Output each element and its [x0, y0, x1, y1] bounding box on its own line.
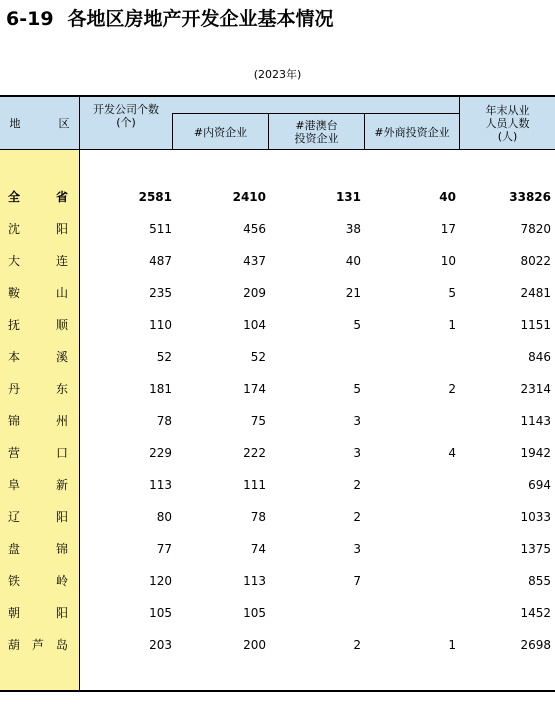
region-name: 营 口: [8, 446, 68, 460]
domestic-cell: 111: [243, 478, 266, 492]
staff-cell: 2481: [520, 286, 551, 300]
table-row: [0, 507, 555, 527]
staff-cell: 1151: [520, 318, 551, 332]
companies-cell: 511: [149, 222, 172, 236]
region-name: 阜 新: [8, 478, 68, 492]
header-region-char-2: 区: [58, 116, 70, 130]
hmt-cell: 38: [345, 222, 361, 236]
region-name: 全 省: [8, 190, 68, 204]
companies-cell: 105: [149, 606, 172, 620]
domestic-cell: 200: [243, 638, 266, 652]
region-name: 盘 锦: [8, 542, 68, 556]
foreign-cell: 1: [448, 638, 456, 652]
companies-cell: 235: [149, 286, 172, 300]
table-row: [0, 635, 555, 655]
region-name: 锦 州: [8, 414, 68, 428]
header-region-char-1: 地: [9, 116, 21, 130]
region-name: 抚 顺: [8, 318, 68, 332]
domestic-cell: 74: [250, 542, 266, 556]
hmt-cell: 3: [353, 542, 361, 556]
hmt-cell: 131: [335, 190, 361, 204]
year-label: (2023年): [253, 68, 302, 81]
staff-cell: 2698: [520, 638, 551, 652]
region-name: 葫 芦 岛: [8, 638, 68, 652]
companies-cell: 203: [149, 638, 172, 652]
foreign-cell: 4: [448, 446, 456, 460]
table-row: [0, 475, 555, 495]
companies-cell: 229: [149, 446, 172, 460]
domestic-cell: 174: [243, 382, 266, 396]
staff-cell: 1033: [520, 510, 551, 524]
domestic-cell: 222: [243, 446, 266, 460]
header-foreign: [365, 114, 459, 150]
staff-cell: 846: [528, 350, 551, 364]
domestic-cell: 2410: [232, 190, 266, 204]
header-staff-line3: (人): [497, 129, 518, 143]
hmt-cell: 2: [353, 478, 361, 492]
foreign-cell: 5: [448, 286, 456, 300]
foreign-cell: 10: [440, 254, 456, 268]
staff-cell: 7820: [520, 222, 551, 236]
foreign-cell: 1: [448, 318, 456, 332]
table-row: [0, 571, 555, 591]
region-name: 铁 岭: [8, 574, 68, 588]
hmt-cell: 21: [345, 286, 361, 300]
table-number: 6-19: [6, 8, 54, 30]
staff-cell: 2314: [520, 382, 551, 396]
companies-cell: 77: [156, 542, 172, 556]
domestic-cell: 113: [243, 574, 266, 588]
header-staff-line1: 年末从业: [485, 103, 530, 117]
region-name: 沈 阳: [8, 222, 68, 236]
companies-cell: 52: [156, 350, 172, 364]
companies-cell: 110: [149, 318, 172, 332]
hmt-cell: 5: [353, 382, 361, 396]
companies-cell: 2581: [138, 190, 172, 204]
header-staff-line2: 人员人数: [485, 116, 530, 130]
page-title: [6, 4, 334, 34]
table-row: [0, 603, 555, 623]
domestic-cell: 52: [250, 350, 266, 364]
table-row: [0, 443, 555, 463]
foreign-cell: 2: [448, 382, 456, 396]
table-title: 各地区房地产开发企业基本情况: [67, 8, 334, 30]
domestic-cell: 209: [243, 286, 266, 300]
region-name: 丹 东: [8, 382, 68, 396]
companies-cell: 487: [149, 254, 172, 268]
hmt-cell: 7: [353, 574, 361, 588]
bottom-rule: [0, 690, 555, 692]
hmt-cell: 40: [345, 254, 361, 268]
table-row: [0, 283, 555, 303]
region-name: 大 连: [8, 254, 68, 268]
header-companies: [80, 96, 172, 136]
hmt-cell: 2: [353, 638, 361, 652]
staff-cell: 855: [528, 574, 551, 588]
header-companies-line2: (个): [116, 116, 136, 129]
staff-cell: 1942: [520, 446, 551, 460]
table-row: [0, 347, 555, 367]
header-staff: [460, 96, 555, 150]
hmt-cell: 3: [353, 414, 361, 428]
table-row: [0, 379, 555, 399]
region-name: 辽 阳: [8, 510, 68, 524]
table-row: [0, 411, 555, 431]
domestic-cell: 75: [250, 414, 266, 428]
hmt-cell: 3: [353, 446, 361, 460]
header-hmt-line1: #港澳台: [295, 119, 338, 132]
header-region: [0, 96, 79, 150]
region-name: 鞍 山: [8, 286, 68, 300]
staff-cell: 1452: [520, 606, 551, 620]
domestic-cell: 78: [250, 510, 266, 524]
domestic-cell: 104: [243, 318, 266, 332]
staff-cell: 33826: [509, 190, 551, 204]
staff-cell: 1143: [520, 414, 551, 428]
table-row: [0, 251, 555, 271]
staff-cell: 1375: [520, 542, 551, 556]
header-domestic-label: #内资企业: [193, 125, 248, 139]
table-row: [0, 315, 555, 335]
companies-cell: 181: [149, 382, 172, 396]
domestic-cell: 456: [243, 222, 266, 236]
table-row: [0, 219, 555, 239]
region-name: 本 溪: [8, 350, 68, 364]
companies-cell: 113: [149, 478, 172, 492]
header-domestic: [173, 114, 268, 150]
header-companies-line1: 开发公司个数: [93, 103, 159, 116]
staff-cell: 8022: [520, 254, 551, 268]
foreign-cell: 17: [440, 222, 456, 236]
foreign-cell: 40: [439, 190, 456, 204]
companies-cell: 120: [149, 574, 172, 588]
companies-cell: 80: [156, 510, 172, 524]
header-hmt: [269, 114, 364, 150]
region-name: 朝 阳: [8, 606, 68, 620]
domestic-cell: 437: [243, 254, 266, 268]
companies-cell: 78: [156, 414, 172, 428]
table-row: [0, 187, 555, 207]
header-hmt-line2: 投资企业: [294, 132, 339, 145]
header-foreign-label: #外商投资企业: [374, 125, 450, 139]
hmt-cell: 2: [353, 510, 361, 524]
staff-cell: 694: [528, 478, 551, 492]
hmt-cell: 5: [353, 318, 361, 332]
table-row: [0, 539, 555, 559]
domestic-cell: 105: [243, 606, 266, 620]
